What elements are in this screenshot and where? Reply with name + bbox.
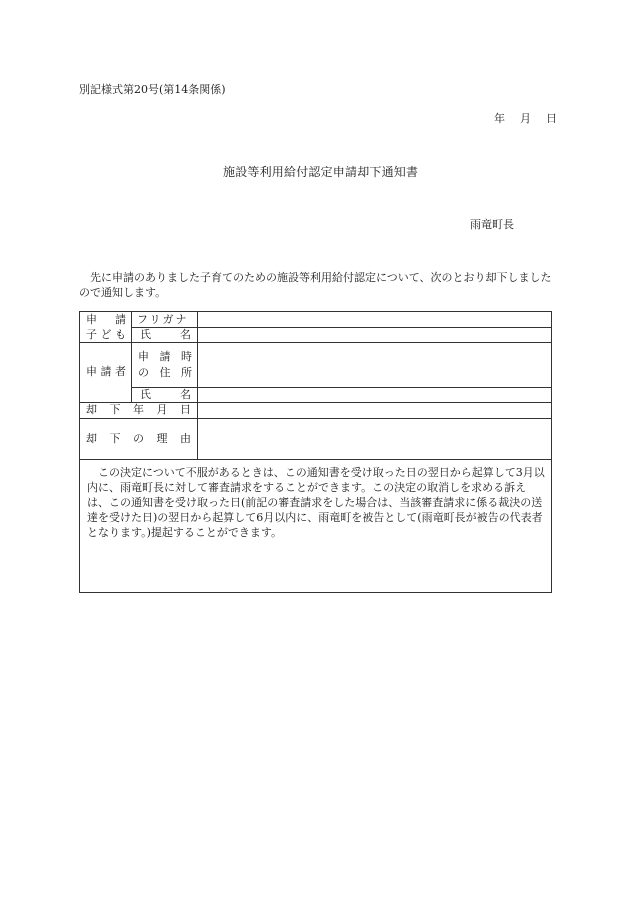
rejection-date-label: 却 下 年 月 日 [86, 403, 191, 416]
rejection-reason-label: 却 下 の 理 由 [86, 431, 191, 445]
date-line [494, 110, 557, 126]
furigana-label: フリガナ [137, 312, 189, 326]
date-year: 年 [494, 112, 505, 125]
address-label: 申 請 時 の 住 所 [138, 350, 192, 379]
form-reference: 別記様式第20号(第14条関係) [79, 83, 226, 96]
form-table [79, 311, 552, 593]
body-text: 先に申請のありました子育てのための施設等利用給付認定について、次のとおり却下しましたので通知します。 [79, 271, 552, 299]
appeal-notice: この決定について不服があるときは、この通知書を受け取った日の翌日から起算して3月以内に、雨竜町長に対して審査請求をすることができます。この決定の取消しを求める訴えは、この通知書を受け取った日(前記の審査請求をした場合は、当該審査請求に係る裁決の送達を受けた日)の翌日から起算して6月以内に、雨竜町を被告として(雨竜町長が被告の代表者となります。)提起することができます。 [87, 466, 545, 539]
applicant-label: 申 請 者 [86, 365, 126, 378]
issuer: 雨竜町長 [470, 218, 514, 231]
date-day: 日 [546, 112, 557, 125]
date-month: 月 [520, 112, 531, 125]
child-label: 申 請 子 ど も [86, 312, 126, 341]
child-name-label: 氏 名 [140, 327, 191, 341]
applicant-name-label: 氏 名 [140, 387, 191, 401]
document-title: 施設等利用給付認定申請却下通知書 [223, 165, 419, 179]
